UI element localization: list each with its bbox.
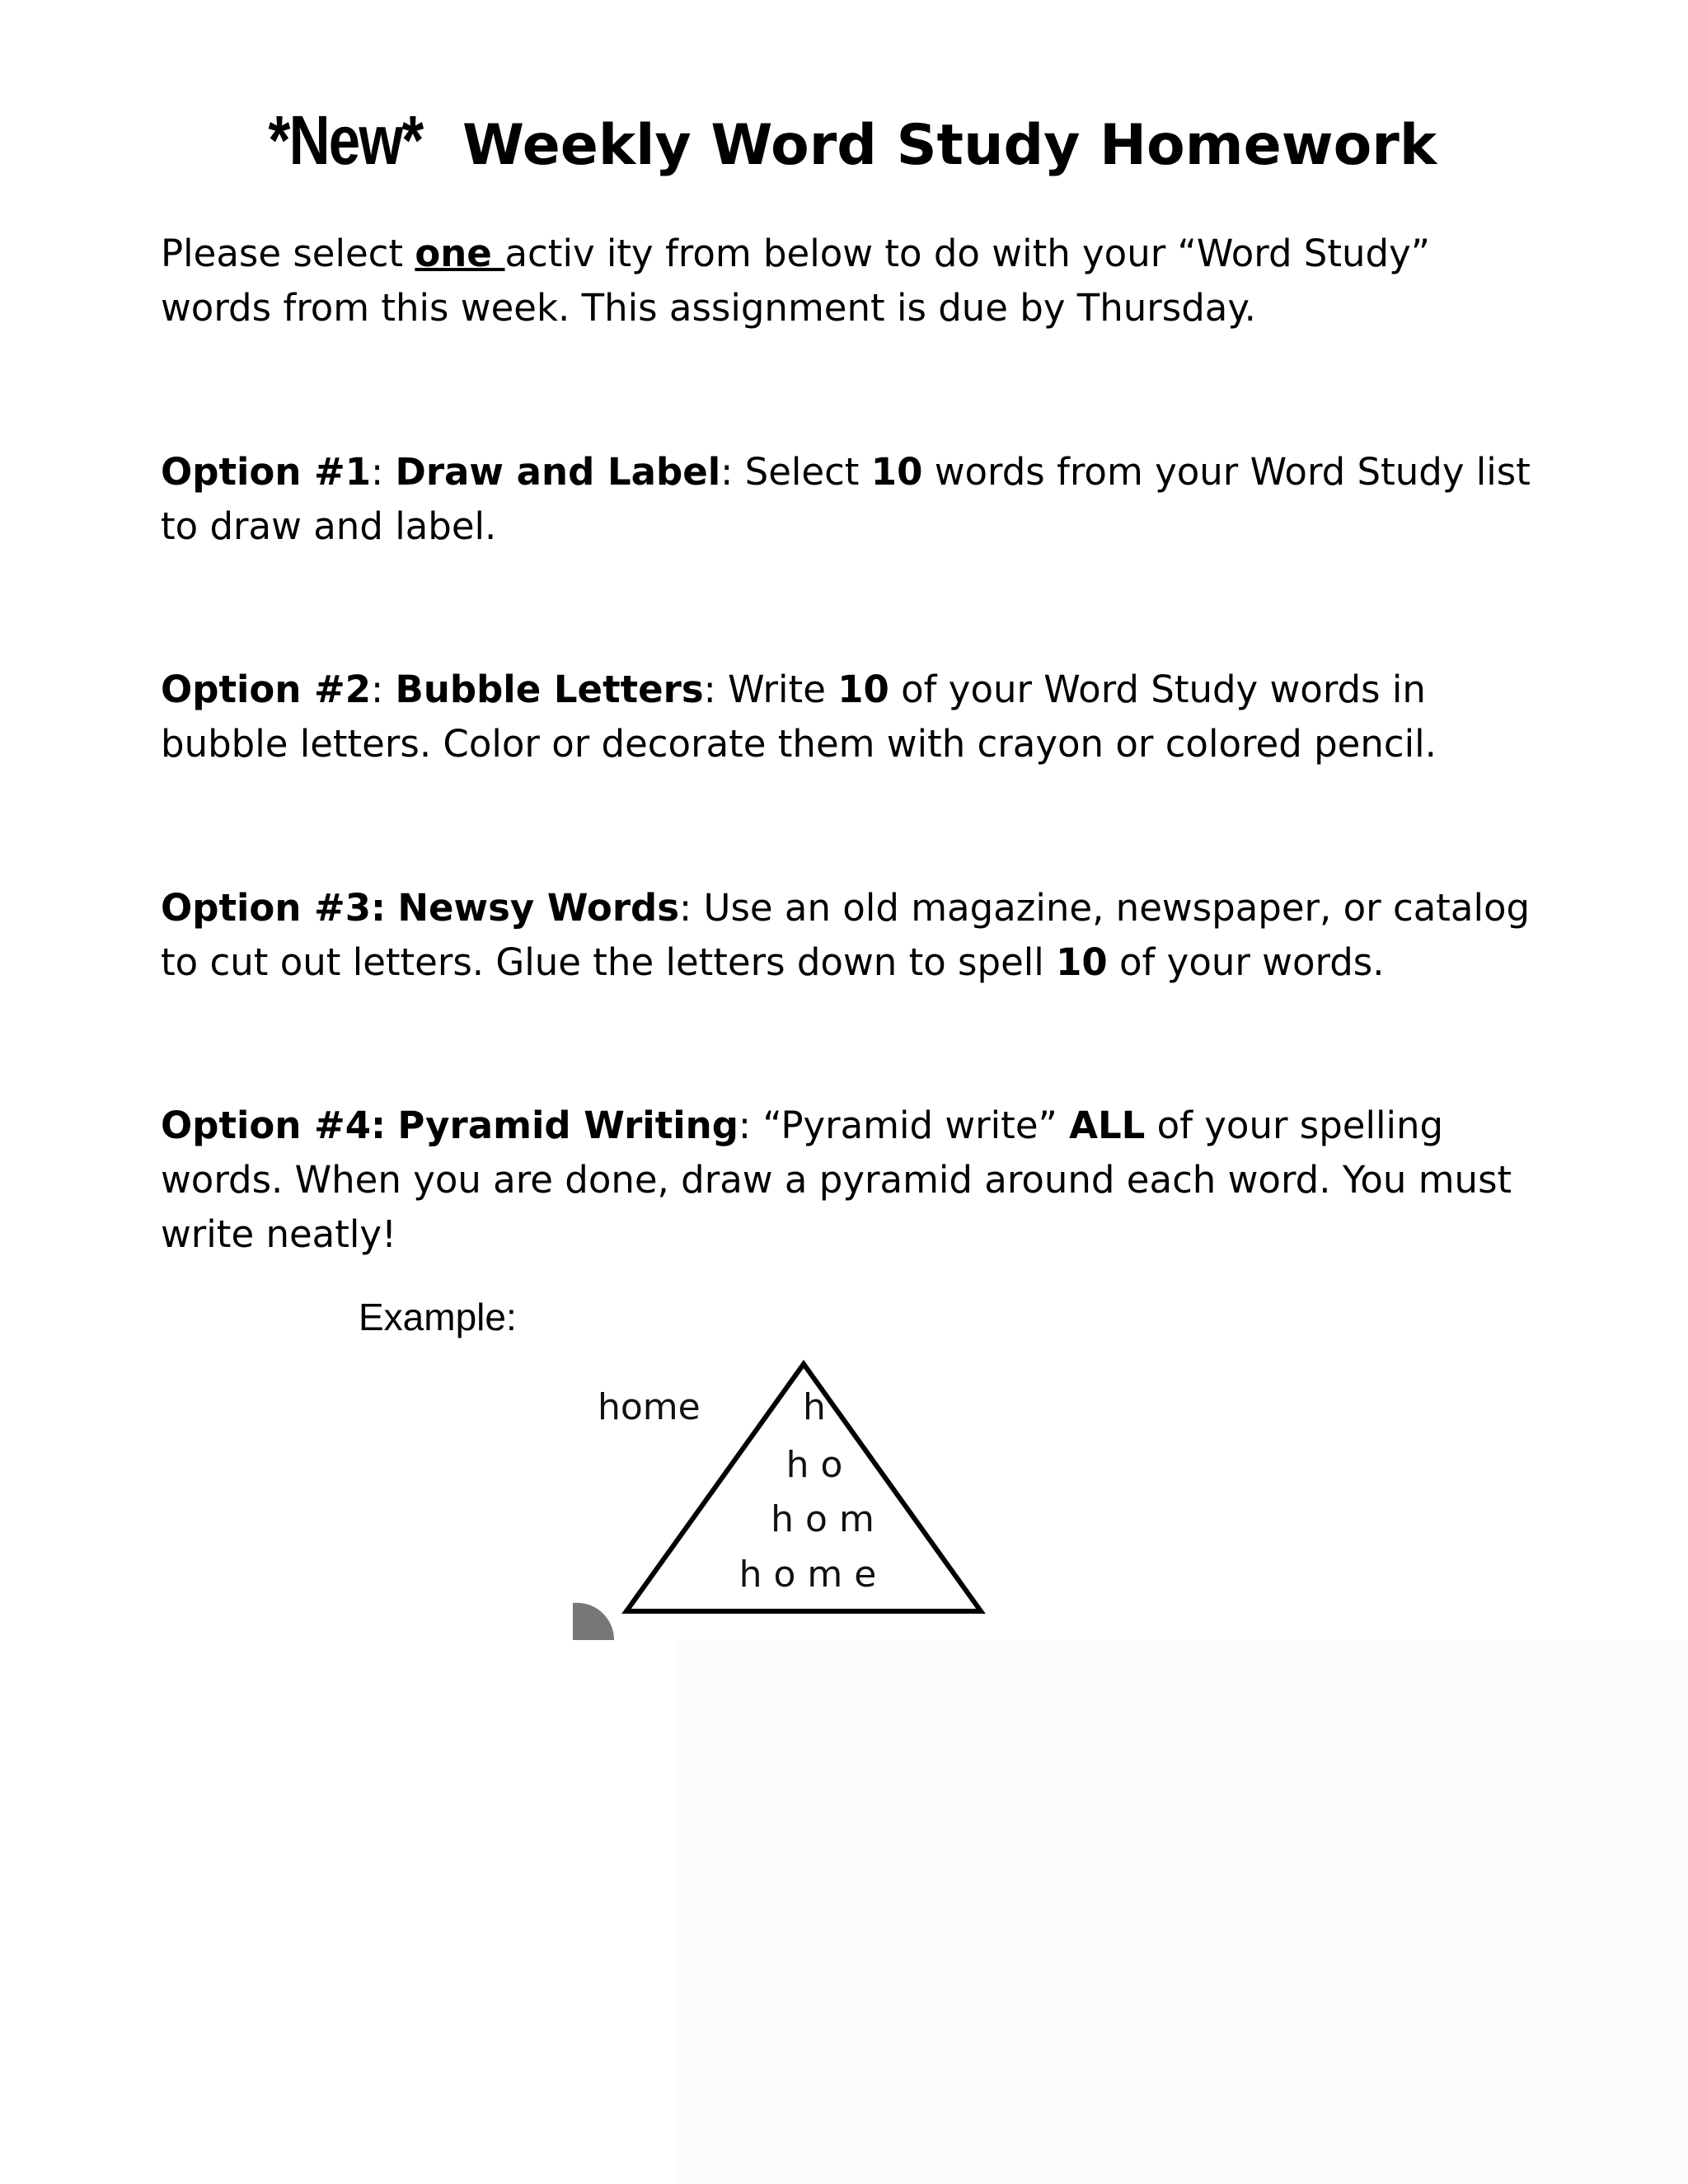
option-1-sep1: :: [371, 450, 396, 494]
pyramid-example: [569, 1352, 997, 1640]
option-3-label: Option #3:: [161, 886, 387, 930]
option-2-text-a: Write: [728, 668, 838, 711]
option-4-sep2: :: [738, 1104, 763, 1147]
option-2-sep2: :: [703, 668, 729, 711]
option-3-count: 10: [1056, 940, 1108, 984]
option-2-text-b: of your Word Study words in bubble letters. Color or decorate them with crayon or colored pencil.: [161, 668, 1437, 766]
intro-part1: Please select: [161, 232, 415, 275]
option-2-label: Option #2: [161, 668, 372, 711]
page-curl-icon: [573, 1603, 614, 1640]
option-1-name: Draw and Label: [395, 450, 721, 494]
option-4-text-a: “Pyramid write”: [762, 1104, 1070, 1147]
option-2-count: 10: [837, 668, 889, 711]
pyramid-word: home: [598, 1386, 701, 1428]
title-new-label: *New*: [268, 101, 423, 179]
option-1-label: Option #1: [161, 450, 372, 494]
option-1-text-a: Select: [744, 450, 871, 494]
page-shade: [676, 1640, 1688, 2184]
pyramid-row-4: h o m e: [738, 1554, 877, 1596]
example-label: Example:: [359, 1296, 517, 1338]
option-4-name: Pyramid Writing: [397, 1104, 738, 1147]
option-4-label: Option #4:: [161, 1104, 387, 1147]
option-4-paragraph: [161, 1099, 1545, 1262]
intro-part2: activ ity from below to do with your “Word Study” words from this week. This assignment is due by Thursday.: [161, 232, 1431, 330]
option-3-name: Newsy Words: [397, 886, 680, 930]
option-2-sep1: :: [371, 668, 396, 711]
option-3-sep1: [386, 886, 397, 930]
option-2-name: Bubble Letters: [395, 668, 704, 711]
option-3-sep2: :: [679, 886, 704, 930]
option-2-paragraph: [161, 663, 1545, 771]
page-title: [0, 101, 1688, 179]
option-4-count: ALL: [1069, 1104, 1146, 1147]
title-main-text: Weekly Word Study Homework: [462, 113, 1437, 178]
option-3-text-a: Use an old magazine, newspaper, or catalog to cut out letters. Glue the letters down to spell: [161, 886, 1531, 984]
pyramid-row-2: h o: [785, 1444, 843, 1486]
option-4-text-b: of your spelling words. When you are done, draw a pyramid around each word. You must write neatly!: [161, 1104, 1512, 1256]
option-1-count: 10: [870, 450, 923, 494]
intro-paragraph: [161, 227, 1545, 335]
option-1-sep2: :: [720, 450, 745, 494]
option-1-text-b: words from your Word Study list to draw and label.: [161, 450, 1531, 548]
pyramid-row-1: h: [803, 1386, 826, 1428]
option-3-paragraph: [161, 881, 1545, 990]
option-4-sep1: [386, 1104, 397, 1147]
pyramid-row-3: h o m: [771, 1498, 874, 1540]
option-1-paragraph: [161, 445, 1545, 554]
option-3-text-b: of your words.: [1107, 940, 1385, 984]
intro-emphasis: one: [415, 232, 505, 275]
